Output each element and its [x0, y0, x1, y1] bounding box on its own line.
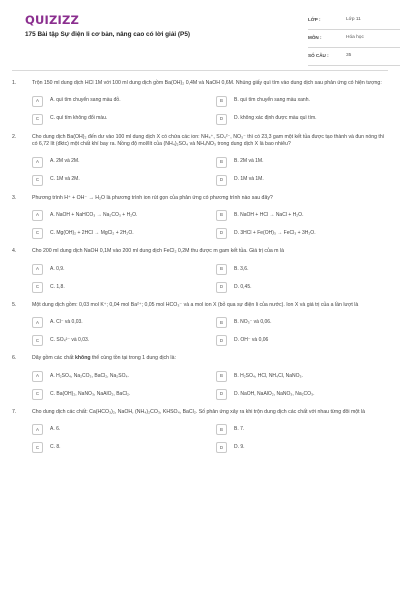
answer-option-a[interactable]: [32, 317, 204, 328]
option-letter-box: D: [216, 389, 227, 400]
question-number: 3.: [12, 194, 17, 201]
option-text: A. Cl⁻ và 0,03.: [50, 319, 83, 326]
answer-options: [12, 371, 388, 400]
worksheet-meta-table: [308, 12, 400, 66]
option-text: C. 1,8.: [50, 283, 65, 290]
question-text: Cho dung dịch Ba(OH)₂ đến dư vào 100 ml dung dịch X có chứa các ion: NH₄⁺, SO₄²⁻, NO₃⁻ thì có 23,3 gam một kết tủa được tạo thành và đun nóng thì có 6,72 lít (đktc) một chất khí bay ra. Nồng độ mol/lít của (NH₄)₂SO₄ và NH₄NO₃ trong dung dịch X là bao nhiêu?: [32, 133, 385, 148]
question-3: [12, 195, 388, 240]
question-number: 5.: [12, 301, 17, 308]
question-text: Cho dung dịch các chất: Ca(HCO₃)₂, NaOH, (NH₄)₂CO₃, KHSO₄, BaCl₂. Số phản ứng xảy ra khi trộn dung dịch các chất với nhau từng đôi một là: [32, 408, 366, 415]
answer-option-b[interactable]: [216, 210, 388, 221]
option-text: B. 7.: [234, 426, 245, 433]
answer-option-a[interactable]: [32, 424, 204, 435]
meta-row-class: [308, 12, 400, 30]
question-list: [12, 80, 388, 462]
answer-option-a[interactable]: [32, 264, 204, 275]
question-text: Cho 200 ml dung dịch NaOH 0,1M vào 200 ml dung dịch FeCl₂ 0,2M thu được m gam kết tủa. Giá trị của m là: [32, 248, 284, 255]
answer-option-b[interactable]: [216, 264, 388, 275]
option-text: C. 1M và 2M.: [50, 176, 80, 183]
option-text: B. quì tím chuyển sang màu xanh.: [234, 97, 310, 104]
question-4: [12, 248, 388, 293]
option-text: C. quì tím không đổi màu.: [50, 115, 108, 122]
option-text: A. NaOH + NaHCO₃ → Na₂CO₃ + H₂O.: [50, 212, 138, 218]
question-5: [12, 302, 388, 347]
option-letter-box: D: [216, 228, 227, 239]
option-letter-box: A: [32, 264, 43, 275]
worksheet-header: [13, 0, 387, 70]
option-text: C. SO₄²⁻ và 0,03.: [50, 337, 90, 344]
answer-option-c[interactable]: [32, 389, 204, 400]
answer-option-d[interactable]: [216, 389, 388, 400]
option-text: D. không xác định được màu quì tím.: [234, 115, 317, 122]
option-letter-box: C: [32, 114, 43, 125]
question-number: 1.: [12, 80, 17, 86]
option-letter-box: C: [32, 442, 43, 453]
answer-options: [12, 317, 388, 346]
meta-key: LỚP :: [308, 17, 321, 23]
question-6: [12, 355, 388, 400]
answer-option-d[interactable]: [216, 114, 388, 125]
worksheet-title: 175 Bài tập Sự điện li cơ bản, nâng cao có lời giải (P5): [25, 31, 190, 38]
option-letter-box: A: [32, 424, 43, 435]
answer-options: [12, 96, 388, 125]
option-letter-box: D: [216, 335, 227, 346]
option-letter-box: A: [32, 210, 43, 221]
meta-row-question-count: [308, 48, 400, 66]
option-letter-box: B: [216, 424, 227, 435]
meta-key: MÔN :: [308, 35, 322, 41]
option-letter-box: C: [32, 282, 43, 293]
option-text: D. NaOH, NaAlO₂, NaNO₃, Na₂CO₃.: [234, 390, 315, 397]
option-text: B. 2M và 1M.: [234, 158, 264, 165]
question-text-start: Dãy gồm các chất: [32, 355, 75, 362]
answer-option-b[interactable]: [216, 371, 388, 382]
option-letter-box: C: [32, 335, 43, 346]
option-text: B. 3,6.: [234, 265, 249, 272]
option-letter-box: D: [216, 114, 227, 125]
question-1: [12, 80, 388, 125]
option-letter-box: B: [216, 317, 227, 328]
answer-option-a[interactable]: [32, 210, 204, 221]
option-text: A. 0,9.: [50, 265, 65, 272]
option-letter-box: D: [216, 282, 227, 293]
option-text: B. H₂SO₄, HCl, NH₄Cl, NaNO₃.: [234, 372, 303, 379]
option-letter-box: D: [216, 175, 227, 186]
question-number: 2.: [12, 133, 17, 140]
option-letter-box: B: [216, 157, 227, 168]
answer-option-c[interactable]: [32, 335, 204, 346]
answer-options: [12, 157, 388, 186]
option-text: C. Ba(OH)₂, NaNO₃, NaAlO₂, BaCl₂.: [50, 390, 131, 397]
question-text: Một dung dịch gồm: 0,03 mol K⁺; 0,04 mol Ba²⁺; 0,05 mol HCO₃⁻ và a mol ion X (bỏ qua sự điện li của nước). Ion X và giá trị của a lần lượt là: [32, 301, 359, 308]
answer-option-c[interactable]: [32, 114, 204, 125]
question-text: Phương trình H⁺ + OH⁻ → H₂O là phương trình ion rút gọn của phản ứng có phương trình nào sau đây?: [32, 194, 273, 201]
answer-option-d[interactable]: [216, 175, 388, 186]
option-letter-box: B: [216, 371, 227, 382]
answer-option-a[interactable]: [32, 96, 204, 107]
option-text: C. Mg(OH)₂ + 2HCl → MgCl₂ + 2H₂O.: [50, 230, 134, 236]
answer-option-d[interactable]: [216, 228, 388, 239]
question-2: [12, 134, 388, 186]
answer-option-b[interactable]: [216, 317, 388, 328]
answer-options: [12, 424, 388, 453]
meta-row-subject: [308, 30, 400, 48]
answer-option-d[interactable]: [216, 335, 388, 346]
option-text: A. 2M và 2M.: [50, 158, 80, 165]
question-text: [32, 355, 388, 363]
option-letter-box: A: [32, 157, 43, 168]
option-text: B. NO₃⁻ và 0,06.: [234, 319, 272, 326]
question-text-emphasis: không: [74, 355, 91, 362]
answer-option-a[interactable]: [32, 157, 204, 168]
option-text: A. H₂SO₄, Na₂CO₃, BaCl₂, Na₂SO₄.: [50, 372, 129, 379]
option-letter-box: A: [32, 96, 43, 107]
answer-option-d[interactable]: [216, 442, 388, 453]
option-letter-box: C: [32, 389, 43, 400]
answer-option-b[interactable]: [216, 424, 388, 435]
question-number: 4.: [12, 248, 17, 255]
option-letter-box: B: [216, 264, 227, 275]
option-letter-box: C: [32, 228, 43, 239]
question-text: Trộn 150 ml dung dịch HCl 1M với 100 ml dung dịch gồm Ba(OH)₂ 0,4M và NaOH 0,6M. Nhúng giấy quì tím vào dung dịch sau phản ứng có hiện tượng:: [32, 80, 382, 86]
option-letter-box: A: [32, 317, 43, 328]
question-7: [12, 409, 388, 454]
option-letter-box: B: [216, 210, 227, 221]
option-text: D. 9.: [234, 444, 245, 451]
quizizz-logo: QUIZIZZ: [25, 13, 80, 27]
option-letter-box: C: [32, 175, 43, 186]
option-text: A. quì tím chuyển sang màu đỏ.: [50, 97, 121, 104]
header-divider: [12, 70, 388, 71]
answer-option-c[interactable]: [32, 282, 204, 293]
question-text-end: thể cùng tồn tại trong 1 dung dịch là:: [90, 355, 176, 362]
answer-option-b[interactable]: [216, 96, 388, 107]
answer-option-c[interactable]: [32, 228, 204, 239]
option-text: A. 6.: [50, 426, 61, 433]
answer-option-c[interactable]: [32, 175, 204, 186]
option-text: D. 0,45.: [234, 283, 252, 290]
option-letter-box: D: [216, 442, 227, 453]
meta-key: SỐ CÂU :: [308, 53, 329, 59]
option-text: C. 8.: [50, 444, 61, 451]
option-text: D. 1M và 1M.: [234, 176, 264, 183]
question-number: 6.: [12, 355, 17, 362]
question-number: 7.: [12, 408, 17, 415]
option-letter-box: B: [216, 96, 227, 107]
option-text: B. NaOH + HCl → NaCl + H₂O.: [234, 212, 304, 218]
meta-value: 35: [346, 53, 352, 59]
meta-value: Lớp 11: [346, 17, 361, 23]
answer-option-b[interactable]: [216, 157, 388, 168]
answer-option-a[interactable]: [32, 371, 204, 382]
answer-options: [12, 210, 388, 239]
meta-value: Hóa học: [346, 35, 364, 41]
answer-options: [12, 264, 388, 293]
option-text: D. 3HCl + Fe(OH)₃ → FeCl₃ + 3H₂O.: [234, 230, 316, 236]
option-letter-box: A: [32, 371, 43, 382]
option-text: D. OH⁻ và 0,06: [234, 337, 269, 344]
answer-option-c[interactable]: [32, 442, 204, 453]
answer-option-d[interactable]: [216, 282, 388, 293]
